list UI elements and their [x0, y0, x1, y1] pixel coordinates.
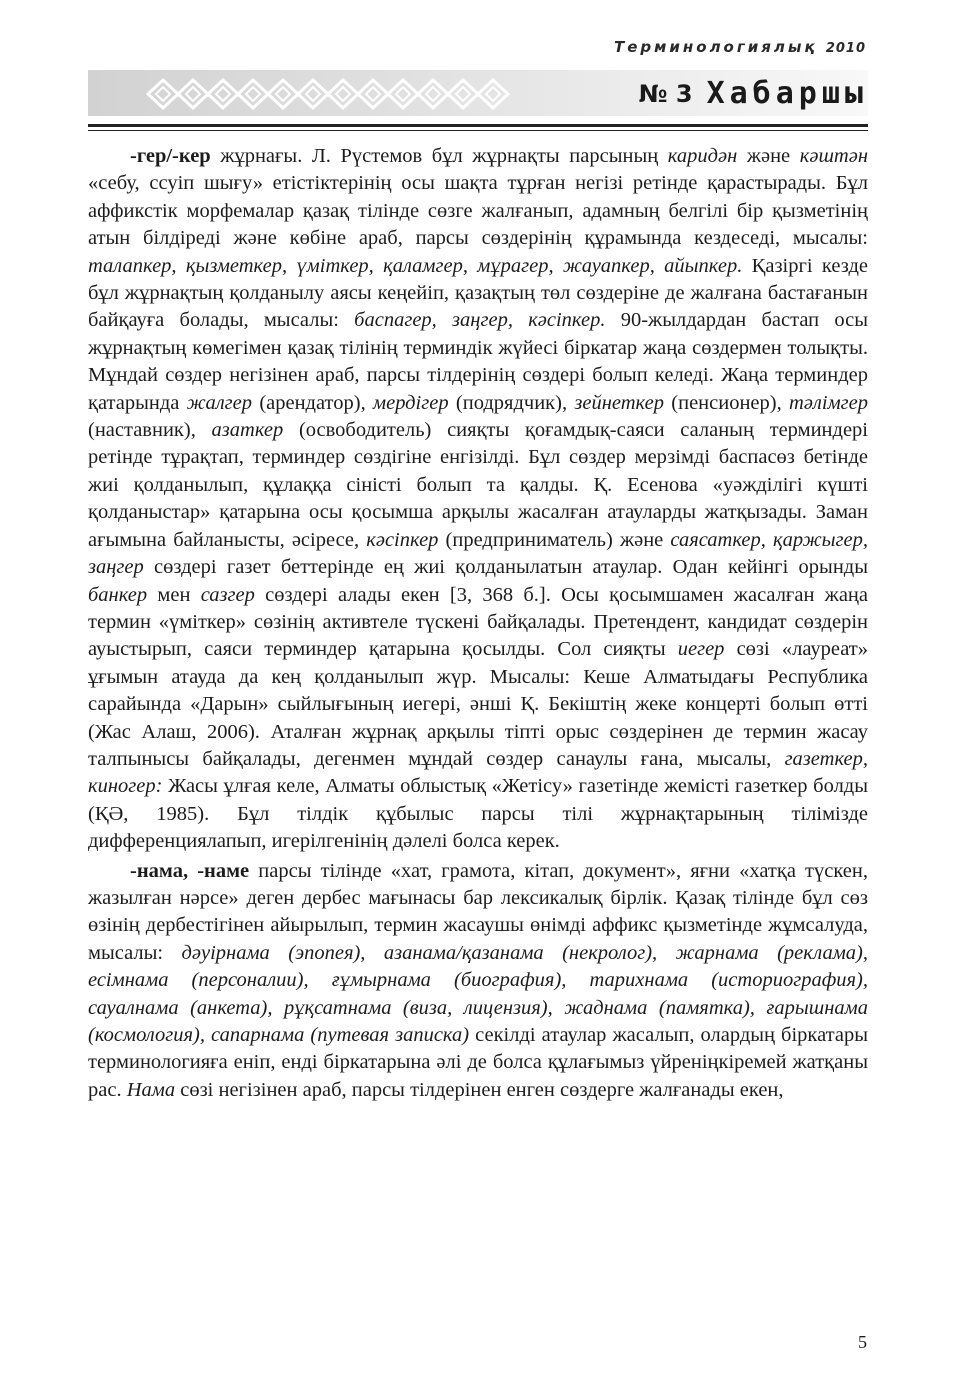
text-run: сөздері алады екен [3, 368 б.]. Осы қосымшамен жасалған жаңа термин «үміткер» сөзінің активтеле түскені байқалады. Претендент, кандидат сөздерін ауыстырып, саяси терминдер қатарына қосылды. Сол сияқты [88, 583, 868, 661]
term-heading: -нама, -наме [130, 859, 250, 882]
magazine-title: Хабаршы [706, 76, 868, 111]
italic-example: тәлімгер [789, 391, 868, 414]
page-number: 5 [858, 1332, 867, 1352]
text-run: жұрнағы. Л. Рүстемов бұл жұрнақты парсының [210, 145, 668, 167]
term-heading: -гер/-кер [130, 145, 211, 167]
italic-example: талапкер, қызметкер, үміткер, қаламгер, мұрагер, жауапкер, айыпкер. [88, 254, 743, 277]
italic-example: мердігер [373, 391, 449, 414]
article-body [88, 143, 868, 1104]
italic-example: зейнеткер [574, 391, 664, 414]
text-run: (пенсионер), [663, 391, 790, 414]
italic-example: азаткер [211, 419, 284, 442]
text-run: мен [147, 583, 201, 606]
text-run: сөздері газет беттерінде ең жиі қолданылатын атаулар. Одан кейінгі орынды [143, 556, 868, 579]
text-run: (освободитель) сияқты қоғамдық-саяси саланың терминдері ретінде тұрақтап, терминдер сөздігіне енгізілді. Бұл сөздер мерзімді баспасөз бетінде жиі қолданылып, құлаққа сіністі болып та қалды. Қ. Есенова «уәждiлiгi күшті қолданыстар» қатарына осы қосымша арқылы жасалған атауларды жатқызады. Заман ағымына байланысты, әсіресе, [88, 419, 868, 551]
text-run: «себу, ссуіп шығу» етістіктерінің осы шақта тұрған негізі ретінде қарастырады. Бұл аффикстік морфемалар қазақ тілінде сөзге жалғанып, адамның белгілі бір қызметінің атын білдіреді және көбіне араб, парсы сөздерінің құрамында кездеседі, мысалы: [88, 172, 868, 250]
text-run: сөзі «лауреат» ұғымын атауда да кең қолданылып жүр. Мысалы: Кеше Алматыдағы Республика сарайында «Дарын» сыйлығының иегері, әнші Қ. Бекіштің жеке концерті болып өтті (Жас Алаш, 2006). Аталған жұрнақ арқылы тіпті орыс сөздерінен де термин жасау талпынысы байқалады, дегенмен мұндай сөздер санаулы ғана, мысалы, [88, 638, 869, 770]
italic-example: кәштән [799, 145, 868, 167]
italic-example: газеткер, киногер: [88, 747, 868, 798]
italic-example: иегер [677, 638, 725, 661]
paragraph [88, 858, 868, 1105]
text-run: секілді атаулар жасалып, олардың біркатары терминологияға еніп, енді біркатарына әлі де болса құлағымыз үйреніңкіремей жатқаны рас. [88, 1024, 868, 1101]
text-run: (подрядчик), [448, 391, 575, 414]
text-run: сөзі негізінен араб, парсы тілдерінен енген сөздерге жалғанады екен, [175, 1078, 784, 1101]
text-run: (предприниматель) және [438, 528, 671, 551]
paragraph [88, 143, 868, 856]
header-rule-thick [88, 124, 868, 127]
issue-year: 2010 [825, 41, 866, 56]
text-run: (наставник), [88, 419, 212, 442]
issue-line [639, 76, 868, 111]
journal-name: Терминологиялық 2010 [613, 38, 866, 56]
italic-example: Нама [126, 1078, 176, 1101]
italic-example: кәсіпкер [366, 528, 439, 551]
text-run: 90-жылдардан бастап осы жұрнақтың көмегімен қазақ тілінің терминдік жүйесі біркатар жаңа сөздермен толықты. Мұндай сөздер негізінен араб, парсы тілдерінің сөздері болып келеді. Жаңа терминдер қатарында [88, 309, 868, 414]
header-rule-thin [88, 130, 868, 131]
italic-example: саясаткер, қаржыгер, заңгер [88, 528, 869, 579]
text-run: парсы тілінде «хат, грамота, кітап, документ», яғни «хатқа түскен, жазылған нәрсе» деген дербес мағынасы бар лексикалық бірлік. Қазақ тілінде бұл сөз өзінің дербестігінен айырылып, термин жасаушы өнімді аффикс қызметінде жұмсалуда, мысалы: [88, 859, 868, 964]
journal-header [88, 40, 868, 135]
italic-example: банкер [88, 583, 148, 606]
text-run: (арендатор), [252, 391, 374, 414]
text-run: және [737, 145, 800, 167]
issue-number: № 3 [638, 79, 693, 108]
ornament-icon [138, 74, 518, 114]
italic-example: дәуірнама (эпопея), азанама/қазанама (некролог), жарнама (реклама), есімнама (персоналии), ғұмырнама (биография), тарихнама (историография), сауалнама (анкета), рұқсатнама (виза, лицензия), жаднама (памятка), ғарышнама (космология), сапарнама (путевая записка) [88, 941, 869, 1046]
italic-example: сазгер [200, 583, 255, 606]
italic-example: жалгер [186, 391, 253, 414]
italic-example: баспагер, заңгер, кәсіпкер. [354, 309, 606, 332]
text-run: Жасы ұлғая келе, Алматы облыстық «Жетісу» газетінде жемісті газеткер болды (ҚӘ, 1985). Бұл тілдік құбылыс парсы тілі жұрнақтарының тілімізде дифференциялапып, игерілгенінің дәлелі болса керек. [88, 775, 868, 853]
text-run: Қазіргі кезде бұл жұрнақтың қолданылу аясы кеңейіп, қазақтың төл сөздеріне де жалғана бастағанын байқауға болады, мысалы: [88, 254, 868, 332]
italic-example: каридән [667, 145, 738, 167]
